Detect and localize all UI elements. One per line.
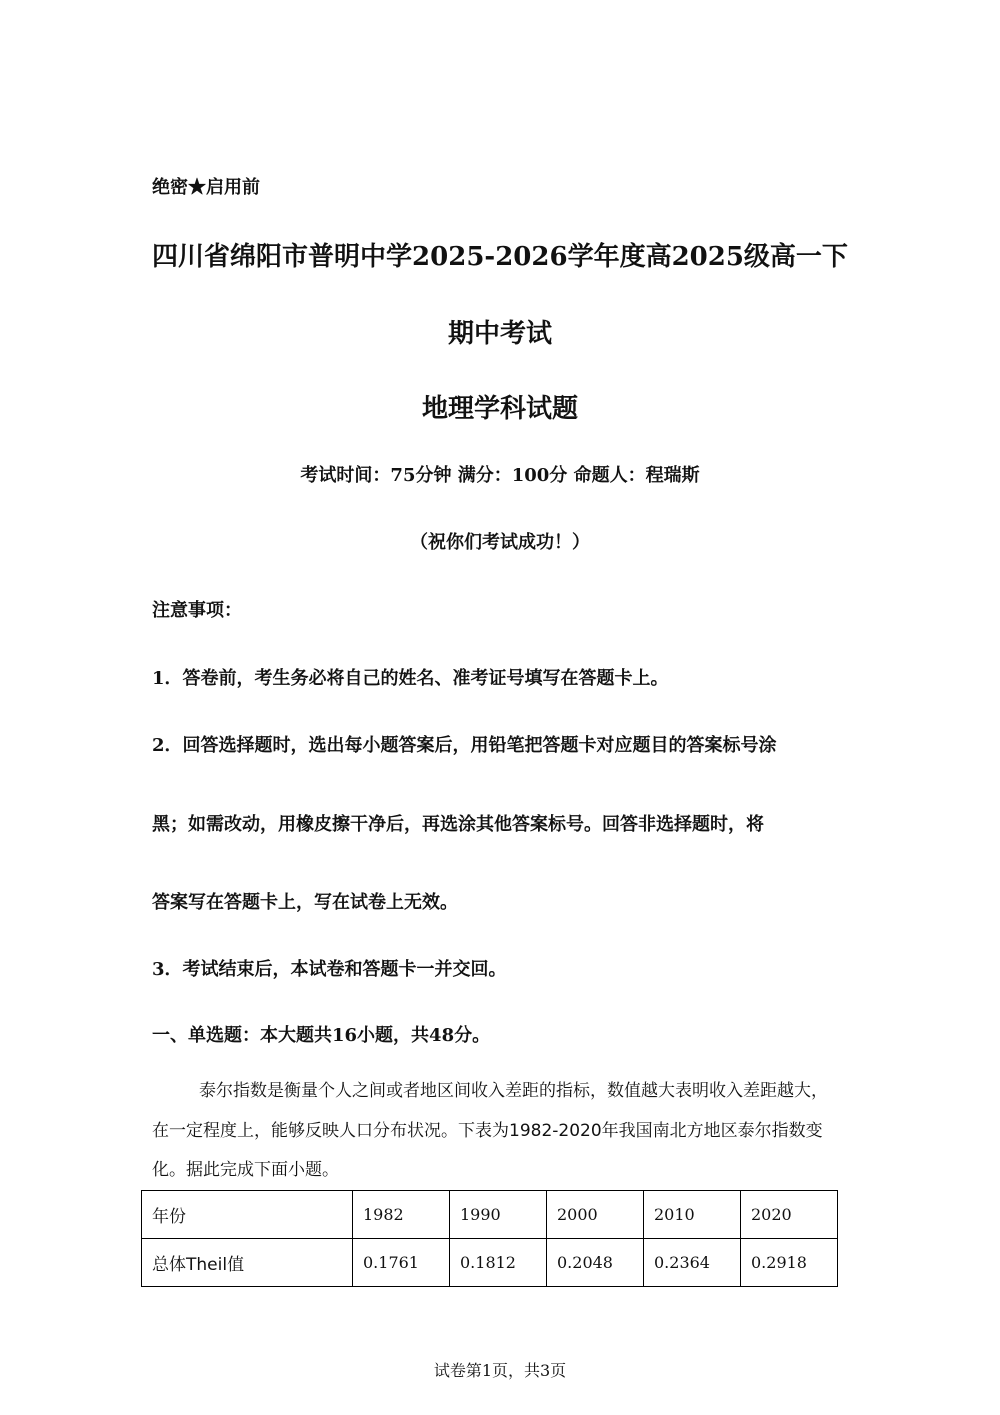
table-cell-year: 2010 (644, 1191, 741, 1239)
table-cell-year-label: 年份 (142, 1191, 353, 1239)
passage-line1: 泰尔指数是衡量个人之间或者地区间收入差距的指标，数值越大表明收入差距越大， (199, 1081, 828, 1101)
passage-line3: 化。据此完成下面小题。 (152, 1160, 339, 1180)
table-cell-year: 1982 (353, 1191, 450, 1239)
theil-index-table (141, 1190, 838, 1287)
notice-item-1: 1．答卷前，考生务必将自己的姓名、准考证号填写在答题卡上。 (152, 668, 669, 689)
good-luck-message: （祝你们考试成功！） (410, 532, 590, 553)
page-footer: 试卷第1页，共3页 (433, 1361, 567, 1380)
subject-title: 地理学科试题 (421, 394, 578, 424)
notice-item-3: 3．考试结束后，本试卷和答题卡一并交回。 (152, 959, 507, 980)
table-cell-theil-value: 0.2364 (644, 1239, 741, 1287)
table-cell-theil-value: 0.2048 (547, 1239, 644, 1287)
exam-info: 考试时间：75分钟 满分：100分 命题人：程瑞斯 (300, 465, 700, 486)
exam-title-line2: 期中考试 (447, 319, 552, 349)
table-cell-year: 2020 (741, 1191, 838, 1239)
table-row (142, 1191, 838, 1239)
exam-title-line1: 四川省绵阳市普明中学2025-2026学年度高2025级高一下 (152, 242, 848, 272)
table-cell-theil-value: 0.1761 (353, 1239, 450, 1287)
table-cell-year: 2000 (547, 1191, 644, 1239)
notice-item-2-line1: 2．回答选择题时，选出每小题答案后，用铅笔把答题卡对应题目的答案标号涂 (152, 735, 777, 756)
table-row (142, 1239, 838, 1287)
section-heading: 一、单选题：本大题共16小题，共48分。 (152, 1025, 491, 1046)
notice-item-2-line3: 答案写在答题卡上，写在试卷上无效。 (152, 892, 458, 913)
table-cell-theil-value: 0.1812 (450, 1239, 547, 1287)
table-cell-year: 1990 (450, 1191, 547, 1239)
notice-heading: 注意事项： (152, 600, 242, 621)
passage-line2: 在一定程度上，能够反映人口分布状况。下表为1982-2020年我国南北方地区泰尔指数变 (152, 1121, 823, 1141)
table-cell-theil-label: 总体Theil值 (142, 1239, 353, 1287)
notice-item-2-line2: 黑；如需改动，用橡皮擦干净后，再选涂其他答案标号。回答非选择题时，将 (152, 814, 764, 835)
table-cell-theil-value: 0.2918 (741, 1239, 838, 1287)
secret-mark: 绝密★启用前 (152, 177, 260, 198)
